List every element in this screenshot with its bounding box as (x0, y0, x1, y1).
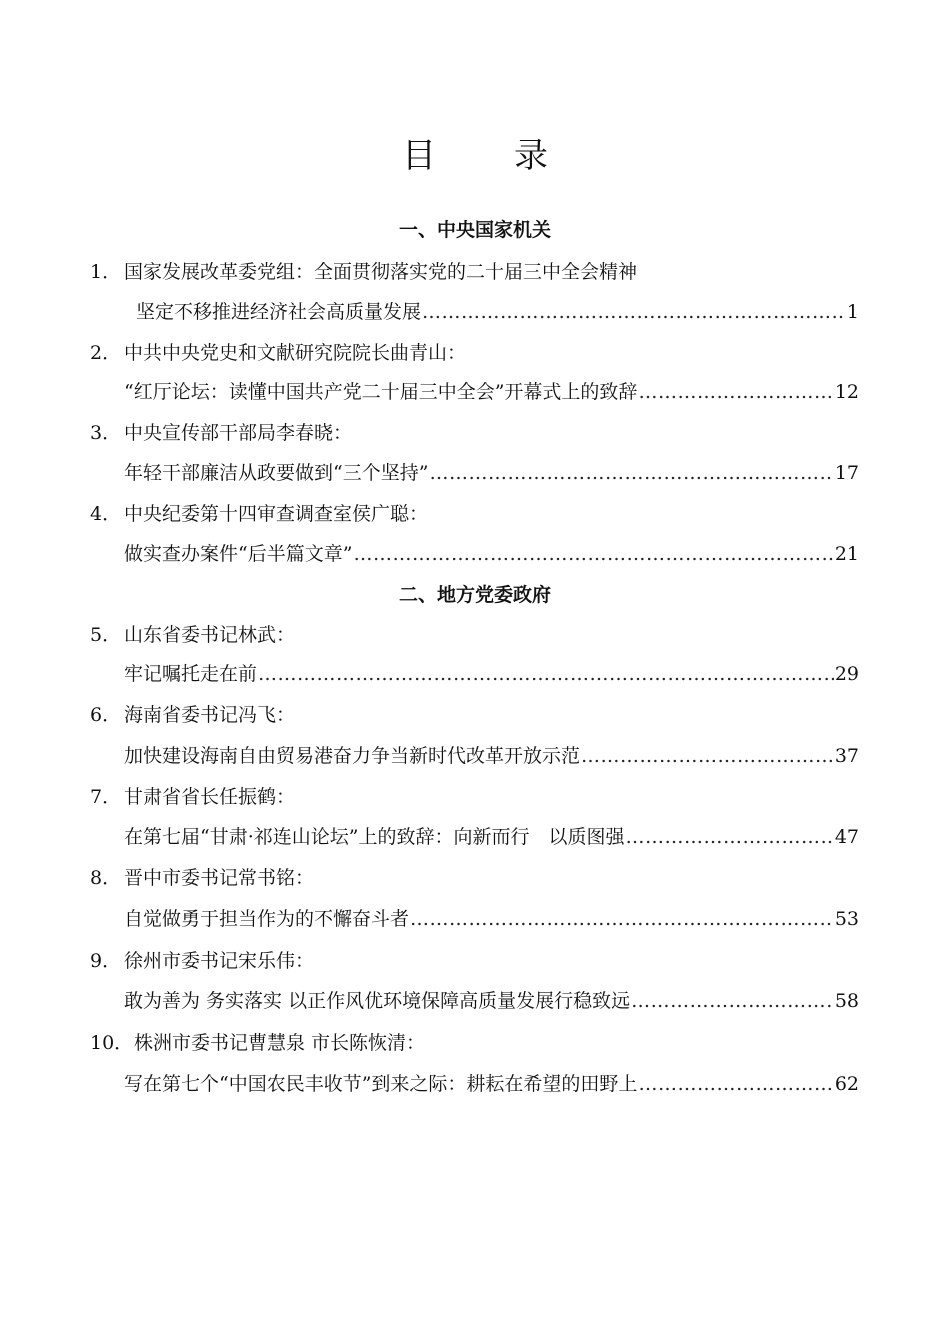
toc-entry-9-head (90, 946, 314, 973)
toc-entry-1-line[interactable] (136, 297, 859, 324)
page-number: 37 (834, 745, 859, 767)
toc-entry-6-head (90, 700, 295, 727)
page-number: 29 (834, 663, 859, 685)
section-heading-central: 一、中央国家机关 (398, 219, 551, 241)
entry-author: 中央纪委第十四审查调查室侯广聪： (124, 503, 429, 525)
section-heading-local: 二、地方党委政府 (398, 584, 551, 606)
toc-entry-8-head (90, 863, 314, 890)
toc-entry-2-head (90, 338, 466, 365)
page-number: 1 (846, 301, 859, 323)
toc-entry-5-line[interactable] (124, 659, 859, 686)
page-number: 12 (834, 381, 859, 403)
entry-title: 敢为善为 务实落实 以正作风优环境保障高质量发展行稳致远 (124, 990, 631, 1012)
dot-leader (410, 908, 834, 930)
entry-author: 株洲市委书记曹慧泉 市长陈恢清： (134, 1032, 426, 1054)
toc-entry-3-head (90, 418, 352, 445)
dot-leader (638, 1073, 833, 1095)
entry-title: 加快建设海南自由贸易港奋力争当新时代改革开放示范 (124, 745, 581, 767)
page-number: 62 (834, 1073, 859, 1095)
toc-entry-9-line[interactable] (124, 986, 859, 1013)
entry-title: 在第七届“甘肃·祁连山论坛”上的致辞：向新而行 以质图强 (124, 826, 625, 848)
entry-author: 国家发展改革委党组：全面贯彻落实党的二十届三中全会精神 (124, 261, 638, 283)
toc-entry-4-line[interactable] (124, 539, 859, 566)
entry-author: 甘肃省省长任振鹤： (124, 786, 296, 808)
page-number: 58 (834, 990, 859, 1012)
page-number: 53 (834, 908, 859, 930)
toc-entry-7-head (90, 782, 295, 809)
toc-entry-7-line[interactable] (124, 822, 859, 849)
entry-title: “红厅论坛：读懂中国共产党二十届三中全会”开幕式上的致辞 (124, 381, 638, 403)
dot-leader (581, 745, 834, 767)
dot-leader (353, 543, 833, 565)
entry-number: 6． (90, 704, 122, 726)
entry-number: 2． (90, 342, 122, 364)
toc-entry-8-line[interactable] (124, 904, 859, 931)
entry-author: 晋中市委书记常书铭： (124, 867, 315, 889)
entry-number: 8． (90, 867, 122, 889)
entry-number: 3． (90, 422, 122, 444)
entry-title: 牢记嘱托走在前 (124, 663, 258, 685)
entry-author: 中共中央党史和文献研究院院长曲青山： (124, 342, 467, 364)
entry-author: 海南省委书记冯飞： (124, 704, 296, 726)
dot-leader (625, 826, 833, 848)
entry-title: 写在第七个“中国农民丰收节”到来之际：耕耘在希望的田野上 (124, 1073, 638, 1095)
entry-author: 山东省委书记林武： (124, 624, 296, 646)
entry-title: 做实查办案件“后半篇文章” (124, 543, 353, 565)
page-number: 47 (834, 826, 859, 848)
dot-leader (638, 381, 833, 403)
dot-leader (258, 663, 834, 685)
entry-number: 10． (90, 1032, 134, 1054)
entry-number: 7． (90, 786, 122, 808)
toc-entry-10-head (90, 1028, 425, 1055)
dot-leader (631, 990, 834, 1012)
entry-title: 年轻干部廉洁从政要做到“三个坚持” (124, 462, 429, 484)
entry-number: 4． (90, 503, 122, 525)
dot-leader (429, 462, 833, 484)
toc-entry-5-head (90, 620, 295, 647)
entry-author: 徐州市委书记宋乐伟： (124, 950, 315, 972)
toc-entry-10-line[interactable] (124, 1069, 859, 1096)
entry-number: 9． (90, 950, 122, 972)
entry-title: 坚定不移推进经济社会高质量发展 (136, 301, 422, 323)
entry-title: 自觉做勇于担当作为的不懈奋斗者 (124, 908, 410, 930)
toc-entry-3-line[interactable] (124, 458, 859, 485)
page-number: 21 (834, 543, 859, 565)
toc-entry-6-line[interactable] (124, 741, 859, 768)
entry-author: 中央宣传部干部局李春晓： (124, 422, 353, 444)
page-title: 目 录 (402, 136, 570, 176)
toc-entry-2-line[interactable] (124, 377, 859, 404)
entry-number: 1． (90, 261, 122, 283)
entry-number: 5． (90, 624, 122, 646)
toc-entry-1-head (90, 257, 637, 284)
toc-entry-4-head (90, 499, 428, 526)
page-number: 17 (834, 462, 859, 484)
dot-leader (422, 301, 846, 323)
